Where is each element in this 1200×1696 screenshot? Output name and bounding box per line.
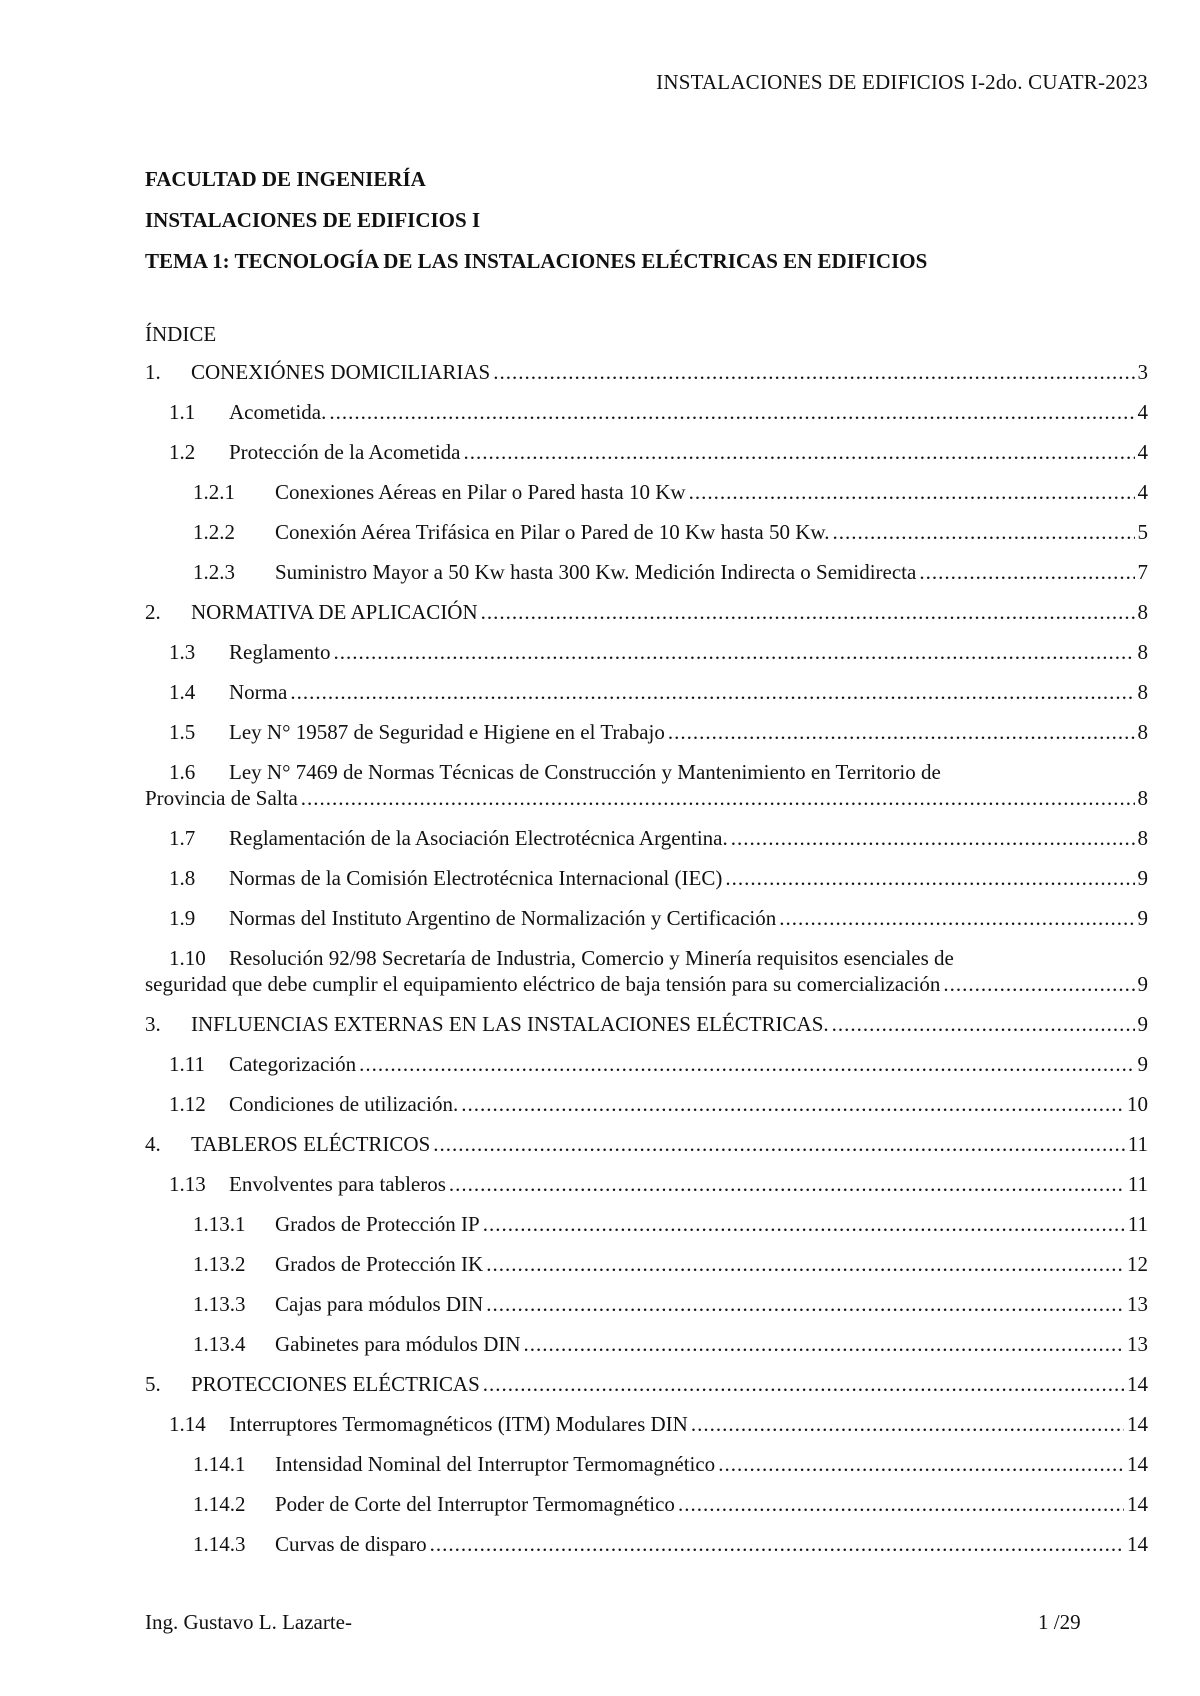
toc-entry-title: Conexiones Aéreas en Pilar o Pared hasta 10 Kw xyxy=(275,480,686,504)
toc-leader-dots xyxy=(483,1371,1124,1397)
toc-entry-title: Resolución 92/98 Secretaría de Industria, Comercio y Minería requisitos esenciales de xyxy=(229,946,954,970)
toc-entry-title: Grados de Protección IP xyxy=(275,1212,480,1236)
toc-leader-dots xyxy=(486,1251,1124,1277)
toc-entry-title: Acometida. xyxy=(229,400,327,424)
toc-entry-number: 1.10 xyxy=(169,946,206,970)
toc-entry-title: Interruptores Termomagnéticos (ITM) Modulares DIN xyxy=(229,1412,688,1436)
toc-entry-title: Envolventes para tableros xyxy=(229,1172,446,1196)
toc-entry-title: Cajas para módulos DIN xyxy=(275,1292,484,1316)
toc-entry-page: 13 xyxy=(1127,1332,1148,1356)
toc-leader-dots xyxy=(481,599,1135,625)
toc-leader-dots xyxy=(689,479,1135,505)
toc-entry-title: Reglamento xyxy=(229,640,331,664)
toc-entry-title: Normas del Instituto Argentino de Normalización y Certificación xyxy=(229,906,777,930)
toc-entry-page: 4 xyxy=(1137,440,1148,464)
toc-leader-dots xyxy=(449,1171,1125,1197)
toc-entry-page: 13 xyxy=(1127,1292,1148,1316)
toc-entry-number: 1.8 xyxy=(169,866,196,890)
toc-entry-page: 10 xyxy=(1127,1092,1148,1116)
toc-entry-page: 14 xyxy=(1127,1452,1148,1476)
toc-entry[interactable] xyxy=(145,1491,1148,1517)
toc-entry-number: 1.9 xyxy=(169,906,196,930)
toc-entry-title: Normas de la Comisión Electrotécnica Internacional (IEC) xyxy=(229,866,723,890)
toc-entry-page: 9 xyxy=(1137,972,1148,996)
toc-entry[interactable] xyxy=(145,719,1148,745)
toc-leader-dots xyxy=(725,865,1134,891)
toc-leader-dots xyxy=(779,905,1134,931)
toc-entry-title: Ley N° 19587 de Seguridad e Higiene en el Trabajo xyxy=(229,720,665,744)
toc-leader-dots xyxy=(678,1491,1124,1517)
toc-entry-page: 11 xyxy=(1127,1212,1148,1236)
toc-leader-dots xyxy=(483,1211,1125,1237)
toc-entry-number: 4. xyxy=(145,1132,161,1156)
toc-entry-title: Gabinetes para módulos DIN xyxy=(275,1332,521,1356)
toc-entry[interactable] xyxy=(145,479,1148,505)
toc-leader-dots xyxy=(943,971,1134,997)
toc-entry[interactable] xyxy=(145,1291,1148,1317)
toc-entries xyxy=(145,359,1148,1557)
toc-entry-number: 1.13.1 xyxy=(193,1212,246,1236)
toc-entry-title: Reglamentación de la Asociación Electrotécnica Argentina. xyxy=(229,826,728,850)
faculty-title: FACULTAD DE INGENIERÍA xyxy=(145,167,426,191)
toc-entry-page: 8 xyxy=(1137,720,1148,744)
toc-entry-page: 8 xyxy=(1137,640,1148,664)
toc-entry-title-continued: Provincia de Salta xyxy=(145,786,298,810)
toc-entry-number: 1.2.1 xyxy=(193,480,235,504)
toc-entry[interactable] xyxy=(145,1131,1148,1157)
toc-entry[interactable] xyxy=(145,1011,1148,1037)
toc-entry-page: 9 xyxy=(1137,1052,1148,1076)
toc-entry-number: 1.11 xyxy=(169,1052,205,1076)
toc-entry-page: 12 xyxy=(1127,1252,1148,1276)
toc-entry-number: 1.7 xyxy=(169,826,196,850)
toc-entry-title: NORMATIVA DE APLICACIÓN xyxy=(191,600,478,624)
toc-entry[interactable] xyxy=(145,1211,1148,1237)
topic-title: TEMA 1: TECNOLOGÍA DE LAS INSTALACIONES ELÉCTRICAS EN EDIFICIOS xyxy=(145,249,928,273)
toc-entry-title-continued: seguridad que debe cumplir el equipamiento eléctrico de baja tensión para su comercialización xyxy=(145,972,941,996)
toc-entry-number: 1. xyxy=(145,360,161,384)
toc-entry-number: 1.14.3 xyxy=(193,1532,246,1556)
toc-entry[interactable] xyxy=(145,945,1148,997)
toc-entry-title: Suministro Mayor a 50 Kw hasta 300 Kw. Medición Indirecta o Semidirecta xyxy=(275,560,917,584)
toc-entry-title: Poder de Corte del Interruptor Termomagnético xyxy=(275,1492,675,1516)
toc-entry[interactable] xyxy=(145,1371,1148,1397)
toc-entry-page: 11 xyxy=(1127,1132,1148,1156)
toc-leader-dots xyxy=(718,1451,1124,1477)
toc-entry[interactable] xyxy=(145,825,1148,851)
toc-entry-number: 1.12 xyxy=(169,1092,206,1116)
toc-entry-page: 14 xyxy=(1127,1532,1148,1556)
toc-entry-number: 1.13.2 xyxy=(193,1252,246,1276)
toc-leader-dots xyxy=(430,1531,1124,1557)
footer-author: Ing. Gustavo L. Lazarte- xyxy=(145,1610,352,1634)
toc-leader-dots xyxy=(731,825,1135,851)
toc-entry-page: 4 xyxy=(1137,400,1148,424)
toc-entry[interactable] xyxy=(145,1051,1148,1077)
course-title: INSTALACIONES DE EDIFICIOS I xyxy=(145,208,481,232)
toc-entry[interactable] xyxy=(145,519,1148,545)
toc-entry-title: INFLUENCIAS EXTERNAS EN LAS INSTALACIONES ELÉCTRICAS. xyxy=(191,1012,829,1036)
toc-leader-dots xyxy=(493,359,1134,385)
toc-entry[interactable] xyxy=(145,639,1148,665)
toc-entry[interactable] xyxy=(145,1251,1148,1277)
toc-entry-number: 1.4 xyxy=(169,680,196,704)
toc-entry-title: Norma xyxy=(229,680,288,704)
toc-entry-number: 3. xyxy=(145,1012,161,1036)
toc-entry-title: Categorización xyxy=(229,1052,357,1076)
toc-leader-dots xyxy=(461,1091,1124,1117)
toc-entry[interactable] xyxy=(145,1331,1148,1357)
toc-entry[interactable] xyxy=(145,679,1148,705)
toc-leader-dots xyxy=(668,719,1135,745)
toc-entry-page: 14 xyxy=(1127,1412,1148,1436)
toc-entry-number: 1.2.2 xyxy=(193,520,235,544)
toc-leader-dots xyxy=(832,1011,1135,1037)
toc-entry-number: 1.1 xyxy=(169,400,196,424)
toc-entry-page: 7 xyxy=(1137,560,1148,584)
toc-entry-number: 1.3 xyxy=(169,640,196,664)
toc-entry-number: 1.13.3 xyxy=(193,1292,246,1316)
toc-entry[interactable] xyxy=(145,1091,1148,1117)
toc-leader-dots xyxy=(691,1411,1124,1437)
toc-entry-page: 5 xyxy=(1137,520,1148,544)
toc-leader-dots xyxy=(329,399,1134,425)
footer-page-number: 1 /29 xyxy=(1038,1610,1081,1634)
toc-entry-page: 9 xyxy=(1137,906,1148,930)
toc-entry[interactable] xyxy=(145,1451,1148,1477)
toc-entry[interactable] xyxy=(145,1411,1148,1437)
toc-leader-dots xyxy=(919,559,1134,585)
toc-heading: ÍNDICE xyxy=(145,322,217,346)
toc-entry-page: 14 xyxy=(1127,1372,1148,1396)
toc-entry[interactable] xyxy=(145,1171,1148,1197)
toc-entry-page: 14 xyxy=(1127,1492,1148,1516)
toc-entry[interactable] xyxy=(145,759,1148,811)
toc-leader-dots xyxy=(433,1131,1125,1157)
toc-entry-number: 1.6 xyxy=(169,760,196,784)
document-titles xyxy=(145,166,927,289)
toc-leader-dots xyxy=(464,439,1135,465)
toc-entry-number: 1.14.2 xyxy=(193,1492,246,1516)
toc-entry-title: Grados de Protección IK xyxy=(275,1252,484,1276)
toc-leader-dots xyxy=(301,785,1135,811)
toc-leader-dots xyxy=(486,1291,1124,1317)
toc-entry-number: 1.13.4 xyxy=(193,1332,246,1356)
toc-entry-page: 8 xyxy=(1137,786,1148,810)
toc-entry-title: Intensidad Nominal del Interruptor Termomagnético xyxy=(275,1452,716,1476)
toc-entry-title: TABLEROS ELÉCTRICOS xyxy=(191,1132,431,1156)
toc-leader-dots xyxy=(832,519,1134,545)
toc-entry[interactable] xyxy=(145,599,1148,625)
toc-entry-number: 1.13 xyxy=(169,1172,206,1196)
toc-entry-page: 8 xyxy=(1137,680,1148,704)
toc-entry[interactable] xyxy=(145,865,1148,891)
toc-entry[interactable] xyxy=(145,905,1148,931)
toc-entry-title: PROTECCIONES ELÉCTRICAS xyxy=(191,1372,480,1396)
toc-entry-page: 11 xyxy=(1127,1172,1148,1196)
toc-entry[interactable] xyxy=(145,559,1148,585)
toc-entry-number: 1.5 xyxy=(169,720,196,744)
toc-entry-title: Conexión Aérea Trifásica en Pilar o Pared de 10 Kw hasta 50 Kw. xyxy=(275,520,830,544)
toc-entry-page: 8 xyxy=(1137,600,1148,624)
toc-entry-page: 9 xyxy=(1137,1012,1148,1036)
toc-entry-number: 5. xyxy=(145,1372,161,1396)
toc-entry[interactable] xyxy=(145,439,1148,465)
toc-leader-dots xyxy=(333,639,1134,665)
toc-entry-number: 1.2 xyxy=(169,440,196,464)
toc-entry-number: 1.14 xyxy=(169,1412,206,1436)
toc-entry-title: Ley N° 7469 de Normas Técnicas de Construcción y Mantenimiento en Territorio de xyxy=(229,760,941,784)
toc-entry-page: 8 xyxy=(1137,826,1148,850)
running-header: INSTALACIONES DE EDIFICIOS I-2do. CUATR-2023 xyxy=(656,70,1148,94)
toc-entry-title: Protección de la Acometida xyxy=(229,440,461,464)
toc-leader-dots xyxy=(524,1331,1124,1357)
toc-leader-dots xyxy=(290,679,1134,705)
toc-entry-number: 2. xyxy=(145,600,161,624)
toc-entry-page: 4 xyxy=(1137,480,1148,504)
table-of-contents xyxy=(145,322,1148,1571)
toc-entry-number: 1.2.3 xyxy=(193,560,235,584)
toc-entry[interactable] xyxy=(145,359,1148,385)
toc-entry-title: CONEXIÓNES DOMICILIARIAS xyxy=(191,360,491,384)
toc-entry-title: Curvas de disparo xyxy=(275,1532,427,1556)
toc-entry-page: 3 xyxy=(1137,360,1148,384)
toc-entry-title: Condiciones de utilización. xyxy=(229,1092,459,1116)
toc-entry-page: 9 xyxy=(1137,866,1148,890)
toc-entry[interactable] xyxy=(145,399,1148,425)
toc-entry[interactable] xyxy=(145,1531,1148,1557)
toc-entry-number: 1.14.1 xyxy=(193,1452,246,1476)
toc-leader-dots xyxy=(359,1051,1134,1077)
